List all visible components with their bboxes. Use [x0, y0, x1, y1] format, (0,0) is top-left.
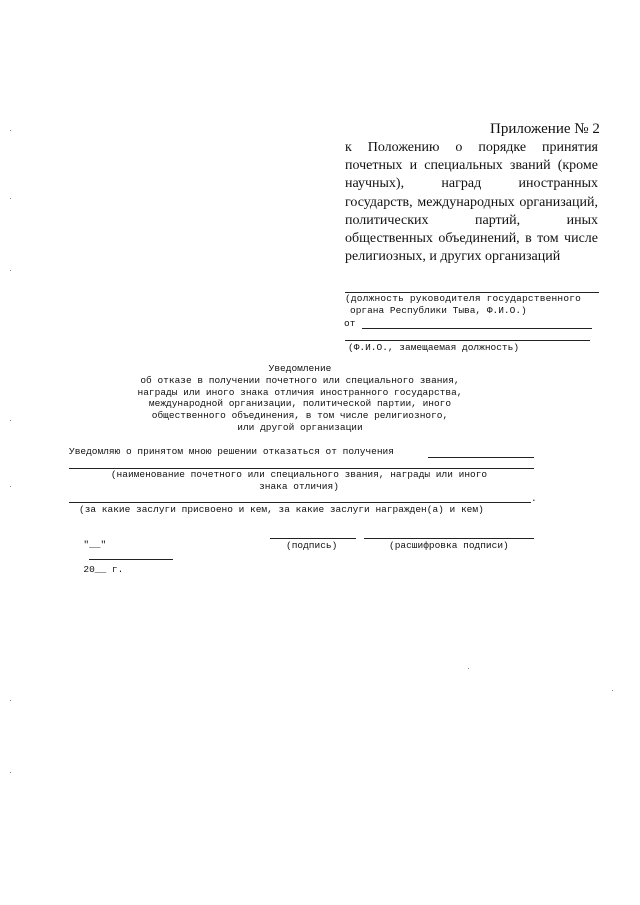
scan-speck: [10, 700, 11, 701]
notice-line: или другой организации: [237, 421, 363, 433]
date-field: [72, 527, 177, 576]
notice-heading: [108, 363, 492, 434]
scan-speck: [10, 772, 11, 773]
from-name-line: [362, 328, 592, 329]
scan-speck: [10, 270, 11, 271]
scan-speck: [468, 668, 469, 669]
notify-text: Уведомляю о принятом мною решении отказаться от получения: [69, 446, 394, 457]
notice-line: об отказе в получении почетного или специального звания,: [140, 374, 460, 386]
notice-line: награды или иного знака отличия иностранного государства,: [137, 386, 463, 398]
award-label: [69, 469, 529, 492]
head-label-line1: (должность руководителя государственного: [345, 293, 582, 304]
award-label-line1: (наименование почетного или специального звания, награды или иного: [110, 469, 488, 480]
signature-label: (подпись): [286, 540, 338, 551]
signature-line: [270, 538, 356, 539]
award-label-line2: знака отличия): [259, 480, 339, 492]
fio-label: (Ф.И.О., замещаемая должность): [348, 342, 520, 353]
date-month-line: [89, 551, 173, 560]
scan-speck: [612, 690, 613, 691]
from-label: от: [344, 318, 356, 329]
scan-speck: [10, 420, 11, 421]
notice-title: Уведомление: [268, 363, 332, 374]
scan-speck: [10, 130, 11, 131]
decode-label: (расшифровка подписи): [389, 540, 509, 551]
notice-line: международной организации, политической партии, иного: [148, 398, 452, 410]
fio-line: [345, 340, 590, 341]
notice-line: общественного объединения, в том числе религиозного,: [151, 410, 449, 422]
merit-line: [69, 502, 531, 503]
merit-label: (за какие заслуги присвоено и кем, за какие заслуги награжден(а) и кем): [79, 504, 484, 515]
date-year: 20__ г.: [83, 564, 124, 575]
appendix-title: Приложение № 2: [490, 121, 600, 137]
trailing-dot: .: [531, 493, 537, 504]
head-label-line2: органа Республики Тыва, Ф.И.О.): [350, 305, 527, 316]
award-name-line-start: [428, 457, 534, 458]
scan-speck: [10, 486, 11, 487]
date-day: "__": [83, 539, 107, 550]
signature-decode-line: [364, 538, 534, 539]
scan-speck: [10, 198, 11, 199]
appendix-reference-text: к Положению о порядке принятия почетных и специальных званий (кроме научных), наград иностранных государств, международных организаций, политических партий, иных общественных объединений, в том числе религиозных, и других организаций: [345, 140, 598, 265]
